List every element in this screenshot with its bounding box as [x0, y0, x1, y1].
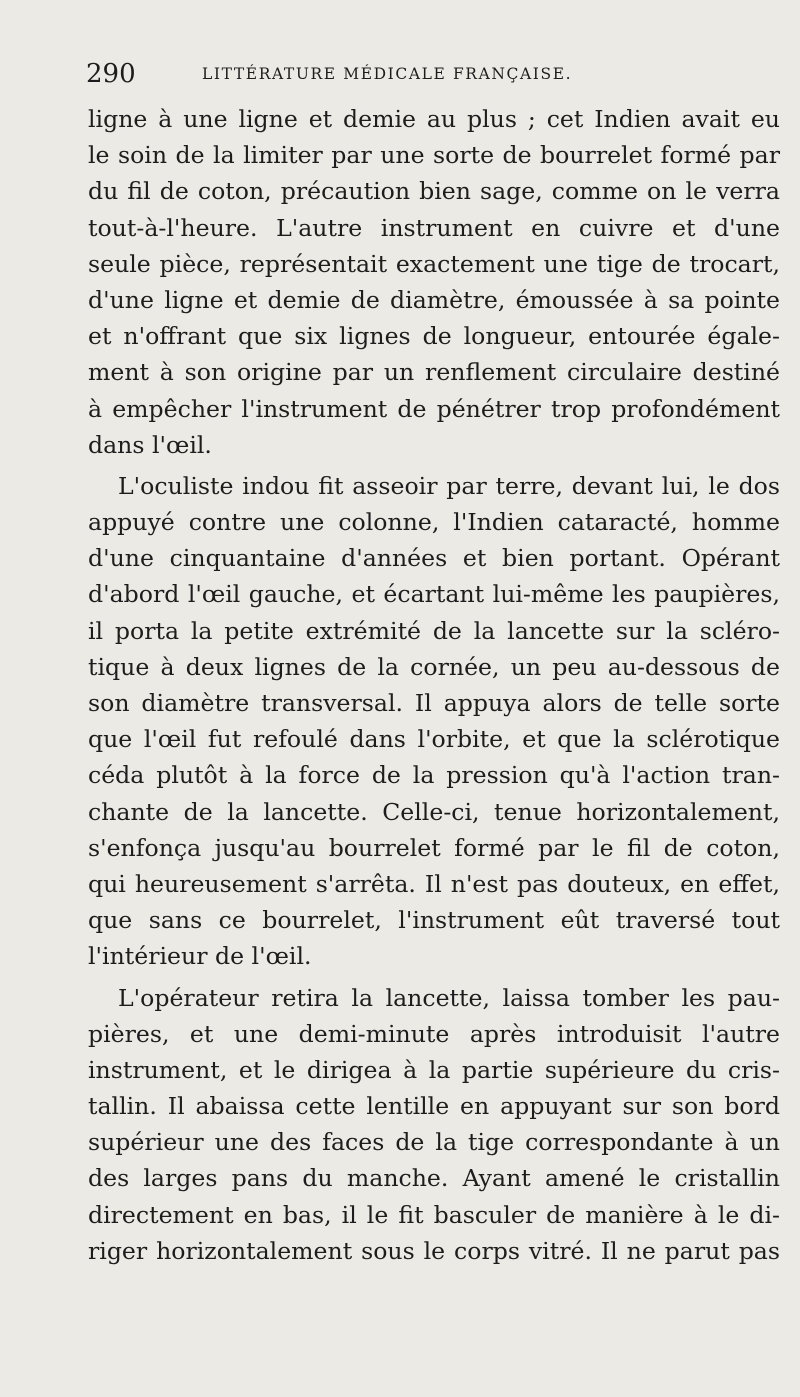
running-title: LITTÉRATURE MÉDICALE FRANÇAISE. — [202, 65, 573, 83]
text-line: le soin de la limiter par une sorte de bourrelet formé par — [88, 141, 780, 170]
text-line: chante de la lancette. Celle-ci, tenue horizontalement, — [88, 797, 780, 826]
text-line: ment à son origine par un renflement circulaire destiné — [88, 358, 780, 387]
text-line: appuyé contre une colonne, l'Indien cataracté, homme — [88, 508, 780, 537]
body-text — [88, 101, 780, 1269]
text-line: que l'œil fut refoulé dans l'orbite, et que la sclérotique — [88, 725, 780, 754]
text-line: à empêcher l'instrument de pénétrer trop profondément — [88, 394, 780, 423]
text-line: seule pièce, représentait exactement une tige de trocart, — [88, 249, 780, 278]
text-line: céda plutôt à la force de la pression qu'à l'action tran- — [88, 761, 780, 790]
text-line: dans l'œil. — [88, 430, 212, 459]
text-line: son diamètre transversal. Il appuya alors de telle sorte — [88, 689, 780, 717]
paragraph — [88, 980, 780, 1270]
text-line: tallin. Il abaissa cette lentille en appuyant sur son bord — [88, 1092, 780, 1121]
text-line: l'intérieur de l'œil. — [88, 942, 312, 971]
text-line: des larges pans du manche. Ayant amené le cristallin — [88, 1164, 780, 1193]
text-line: supérieur une des faces de la tige correspondante à un — [88, 1128, 780, 1157]
text-line: tout-à-l'heure. L'autre instrument en cuivre et d'une — [88, 213, 780, 242]
text-line: d'une cinquantaine d'années et bien portant. Opérant — [88, 544, 780, 573]
text-line: du fil de coton, précaution bien sage, comme on le verra — [88, 177, 780, 206]
text-line: s'enfonça jusqu'au bourrelet formé par le fil de coton, — [88, 833, 780, 862]
text-line: riger horizontalement sous le corps vitré. Il ne parut pas — [88, 1236, 780, 1265]
paragraph — [88, 101, 780, 463]
text-line: pières, et une demi-minute après introduisit l'autre — [88, 1019, 780, 1048]
text-line: et n'offrant que six lignes de longueur, entourée égale- — [88, 322, 780, 351]
text-line: tique à deux lignes de la cornée, un peu au-dessous de — [88, 652, 780, 681]
text-line: d'abord l'œil gauche, et écartant lui-même les paupières, — [88, 580, 780, 609]
text-line: ligne à une ligne et demie au plus ; cet Indien avait eu — [88, 105, 780, 133]
text-line: instrument, et le dirigea à la partie supérieure du cris- — [88, 1055, 780, 1084]
text-line: d'une ligne et demie de diamètre, émoussée à sa pointe — [88, 285, 780, 314]
text-line: L'opérateur retira la lancette, laissa tomber les pau- — [118, 983, 780, 1012]
text-line: que sans ce bourrelet, l'instrument eût traversé tout — [88, 906, 780, 935]
text-line: L'oculiste indou fit asseoir par terre, devant lui, le dos — [118, 471, 780, 500]
text-line: qui heureusement s'arrêta. Il n'est pas douteux, en effet, — [88, 869, 780, 898]
text-line: directement en bas, il le fit basculer de manière à le di- — [88, 1200, 780, 1229]
paragraph — [88, 468, 780, 975]
text-line: il porta la petite extrémité de la lancette sur la scléro- — [88, 616, 780, 645]
running-head — [86, 57, 786, 91]
page-number: 290 — [86, 59, 136, 89]
